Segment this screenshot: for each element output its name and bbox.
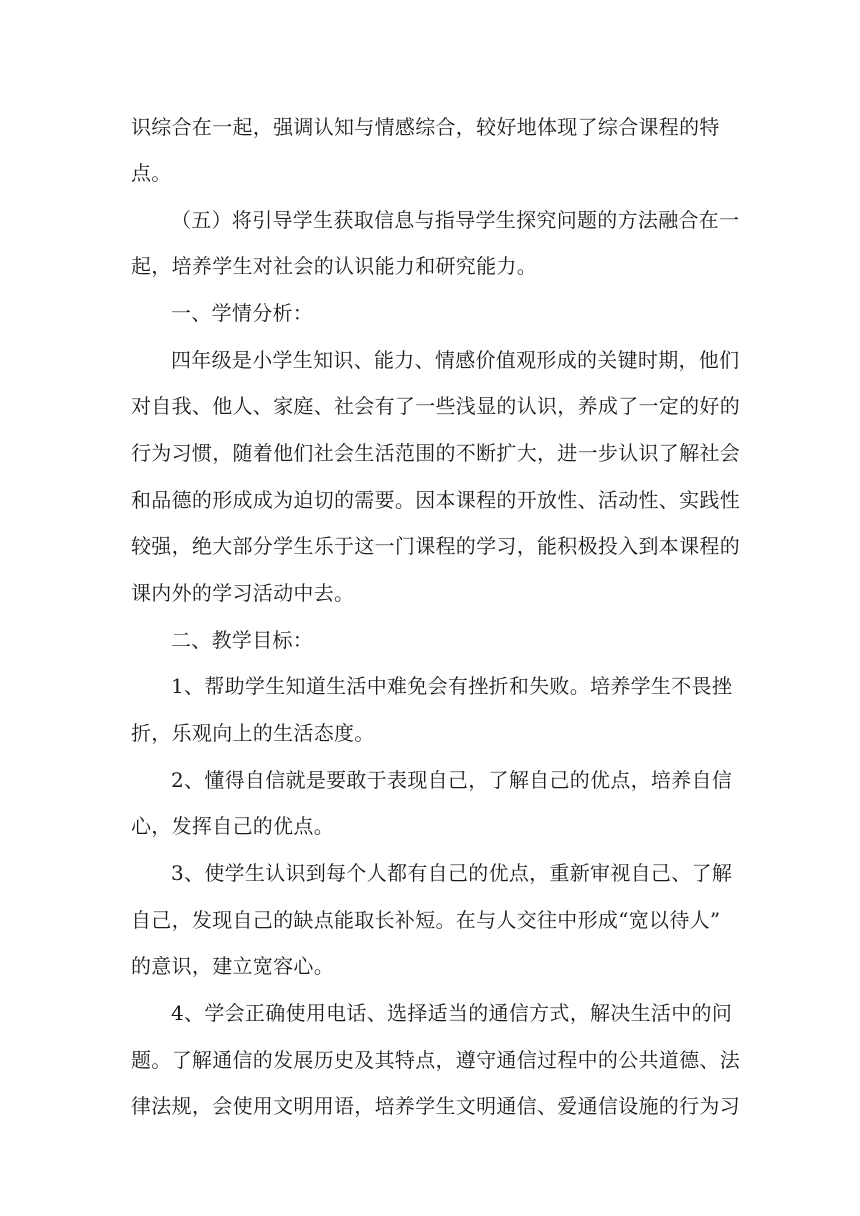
text-line: 4、学会正确使用电话、选择适当的通信方式，解决生活中的问 [171, 1001, 733, 1025]
text-line: 自己，发现自己的缺点能取长补短。在与人交往中形成“宽以待人” [131, 908, 721, 932]
text-line: 课内外的学习活动中去。 [131, 581, 355, 605]
text-line: 律法规，会使用文明用语，培养学生文明通信、爱通信设施的行为习 [131, 1094, 740, 1118]
text-line: 折，乐观向上的生活态度。 [131, 721, 375, 745]
text-line: 3、使学生认识到每个人都有自己的优点，重新审视自己、了解 [171, 861, 733, 885]
text-line: 行为习惯，随着他们社会生活范围的不断扩大，进一步认识了解社会 [131, 441, 740, 465]
text-line: 对自我、他人、家庭、社会有了一些浅显的认识，养成了一定的好的 [131, 394, 740, 418]
text-line: 和品德的形成成为迫切的需要。因本课程的开放性、活动性、实践性 [131, 488, 740, 512]
section-heading: 一、学情分析： [171, 301, 314, 325]
text-line: 四年级是小学生知识、能力、情感价值观形成的关键时期，他们 [171, 348, 740, 372]
text-line: 题。了解通信的发展历史及其特点，遵守通信过程中的公共道德、法 [131, 1048, 740, 1072]
text-line: 起，培养学生对社会的认识能力和研究能力。 [131, 254, 537, 278]
text-line: 1、帮助学生知道生活中难免会有挫折和失败。培养学生不畏挫 [171, 674, 733, 698]
text-line: 2、懂得自信就是要敢于表现自己，了解自己的优点，培养自信 [171, 768, 733, 792]
text-line: 较强，绝大部分学生乐于这一门课程的学习，能积极投入到本课程的 [131, 534, 740, 558]
text-line: （五）将引导学生获取信息与指导学生探究问题的方法融合在一 [171, 208, 740, 232]
section-heading: 二、教学目标： [171, 628, 314, 652]
text-line: 点。 [131, 161, 172, 185]
text-line: 识综合在一起，强调认知与情感综合，较好地体现了综合课程的特 [131, 115, 720, 139]
text-line: 心，发挥自己的优点。 [131, 814, 334, 838]
text-line: 的意识，建立宽容心。 [131, 954, 334, 978]
